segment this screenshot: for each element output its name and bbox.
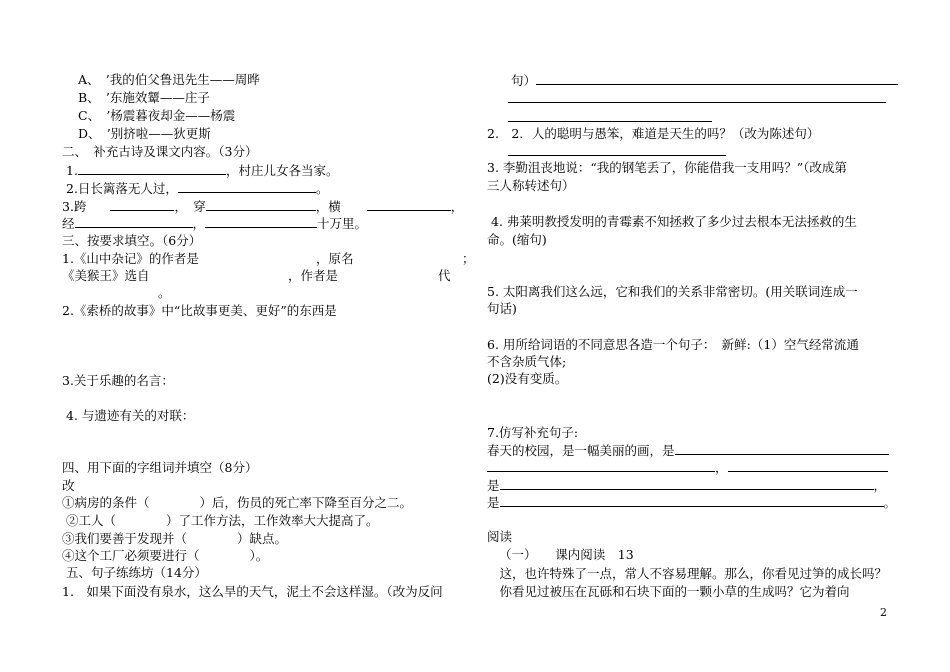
question-3-1c: ； (462, 251, 475, 266)
q5-7-part-e: 是 (487, 495, 500, 510)
reading-title: 阅读 (487, 529, 513, 544)
answer-blank[interactable] (500, 476, 874, 490)
question-5-1-cont (511, 71, 898, 89)
answer-line[interactable] (508, 121, 712, 122)
section-4-title: 四、用下面的字组词并填空（8分） (62, 460, 258, 475)
q2-2-prefix: 2.日长篱落无人过， (66, 181, 178, 196)
q2-3-part-d: ， (450, 199, 464, 214)
question-3-2: 2.《索桥的故事》中“比故事更美、更好”的东西是 (62, 303, 337, 318)
question-5-7-line3 (487, 476, 886, 494)
answer-blank[interactable] (178, 179, 316, 193)
question-5-5a: 5. 太阳离我们这么远，它和我们的关系非常密切。(用关联词连成一 (487, 284, 858, 299)
question-3-1d: 《美猴王》选自 (62, 268, 150, 283)
answer-blank[interactable] (206, 197, 316, 211)
answer-blank[interactable] (110, 197, 174, 211)
question-5-7-line1 (487, 441, 889, 459)
q2-3-part-f: ， (192, 216, 206, 231)
answer-blank[interactable] (536, 71, 898, 85)
q5-7-part-a: 春天的校园，是一幅美丽的画，是 (487, 443, 675, 458)
reading-paragraph-2: 你看见过被压在瓦砾和石块下面的一颗小草的生成吗？它为着向 (487, 584, 850, 599)
reading-paragraph-1: 这，也许特殊了一点，常人不容易理解。那么，你看见过笋的成长吗？ (487, 566, 888, 581)
answer-blank[interactable] (367, 197, 451, 211)
q2-3-part-g: 十万里。 (317, 216, 368, 231)
section-5-title: 五、句子练练坊（14分） (66, 565, 207, 580)
answer-blank[interactable] (728, 458, 888, 472)
answer-blank[interactable] (500, 493, 884, 507)
option-c: C、 ’杨震暮夜却金——杨震 (78, 108, 236, 123)
question-4-4: ④这个工厂必须要进行（ ）。 (62, 548, 269, 563)
section-4-char: 改 (62, 478, 75, 493)
question-2-2 (66, 179, 328, 197)
q2-2-suffix: 。 (315, 181, 329, 196)
q5-7-part-f: 。 (883, 495, 897, 510)
q5-1-cont-text: 句） (511, 73, 537, 88)
question-5-6b: 不含杂质气体; (487, 354, 567, 369)
q5-7-part-c: 是 (487, 478, 500, 493)
q2-1-prefix: 1. (66, 163, 78, 178)
question-3-1b: ，原名 (316, 251, 354, 266)
answer-blank[interactable] (75, 214, 193, 228)
answer-line[interactable] (508, 155, 726, 156)
q2-3-part-e: 经 (62, 216, 75, 231)
option-a: A、 ’我的伯父鲁迅先生——周晔 (78, 72, 260, 87)
question-3-1g: 。 (158, 285, 171, 300)
question-5-3a: 3. 李勤沮丧地说：“我的钢笔丢了，你能借我一支用吗？”（改成第 (487, 160, 847, 175)
question-4-2: ②工人（ ）了工作方法，工作效率大大提高了。 (66, 513, 379, 528)
q2-3-part-b: ， 穿 (174, 199, 206, 214)
question-3-1a: 1.《山中杂记》的作者是 (62, 251, 199, 266)
question-5-7-line4 (487, 493, 896, 511)
question-5-7: 7.仿写补充句子: (487, 425, 579, 440)
q2-1-suffix: ，村庄儿女各当家。 (225, 163, 339, 178)
section-2-title: 二、 补充古诗及课文内容。（3分） (62, 144, 258, 159)
answer-blank[interactable] (675, 441, 889, 455)
option-d: D、 ’别挤啦——狄更斯 (78, 126, 211, 141)
question-4-3: ③我们要善于发现并（ ）缺点。 (62, 531, 288, 546)
reading-subtitle: （一） 课内阅读 13 (499, 547, 634, 562)
q2-3-part-c: ，横 (315, 199, 341, 214)
question-2-3-line2 (62, 214, 367, 232)
question-5-4b: 命。(缩句) (487, 232, 547, 247)
section-3-title: 三、按要求填空。（6分） (62, 233, 202, 248)
answer-blank[interactable] (487, 458, 715, 472)
question-5-4a: 4. 弗莱明教授发明的青霉素不知拯救了多少过去根本无法拯救的生 (491, 214, 857, 229)
option-b: B、 ’东施效颦——庄子 (78, 90, 210, 105)
answer-line[interactable] (508, 102, 886, 103)
answer-blank[interactable] (78, 161, 226, 175)
question-5-6c: (2)没有变质。 (487, 371, 568, 386)
question-3-3: 3.关于乐趣的名言： (62, 373, 174, 388)
question-5-1: 1. 如果下面没有泉水，这么旱的天气，泥土不会这样湿。（改为反问 (62, 584, 443, 599)
q2-3-part-a: 3.跨 (62, 199, 87, 214)
q5-7-part-d: ， (873, 478, 887, 493)
question-5-7-line2 (487, 458, 888, 476)
question-3-4: 4. 与遗迹有关的对联： (66, 408, 195, 423)
question-5-5b: 句话) (487, 301, 517, 316)
question-3-1e: ，作者是 (288, 268, 339, 283)
question-5-2: 2. 2．人的聪明与愚笨，难道是天生的吗？（改为陈述句） (487, 126, 820, 141)
page-number: 2 (880, 606, 887, 619)
answer-blank[interactable] (205, 214, 317, 228)
question-4-1: ①病房的条件（ ）后，伤员的死亡率下降至百分之二。 (62, 495, 413, 510)
question-5-6a: 6. 用所给词语的不同意思各造一个句子： 新鲜:（1）空气经常流通 (487, 337, 859, 352)
question-2-3-line1 (62, 197, 463, 215)
question-5-3b: 三人称转述句） (487, 178, 575, 193)
q5-7-part-b: ， (715, 460, 728, 475)
question-3-1f: 代 (438, 268, 451, 283)
question-2-1 (66, 161, 338, 179)
